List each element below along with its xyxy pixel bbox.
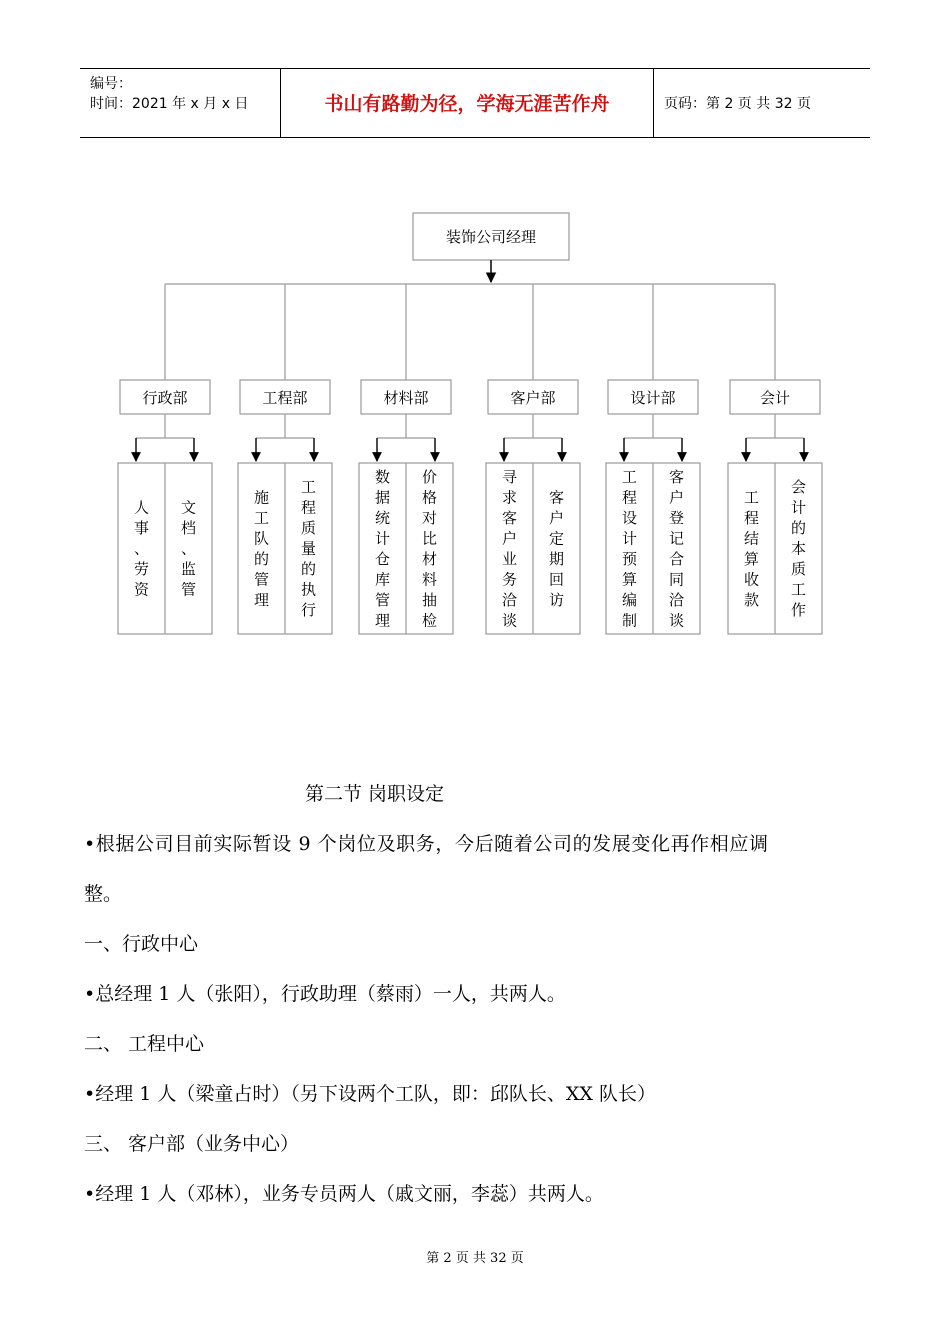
header-motto: 书山有路勤为径，学海无涯苦作舟 — [324, 93, 610, 115]
header-page-info: 页码：第 2 页 共 32 页 — [664, 96, 811, 112]
department-1 — [118, 284, 212, 634]
duty-label: 寻求客户业务洽谈 — [501, 467, 518, 630]
paragraph-engineering-center: •经理 1 人（梁童占时）（另下设两个工队，即：邱队长、XX 队长） — [84, 1083, 656, 1105]
duty-label: 施工队的管理 — [253, 488, 270, 609]
paragraph-admin-center: •总经理 1 人（张阳），行政助理（蔡雨）一人，共两人。 — [84, 983, 566, 1005]
duty-label: 工程质量的执行 — [300, 478, 317, 619]
duty-label: 人事、劳资 — [133, 498, 150, 599]
heading-customer-dept: 三、 客户部（业务中心） — [84, 1133, 300, 1155]
intro-line-2: 整。 — [84, 883, 123, 905]
department-3 — [359, 284, 453, 634]
department-2 — [238, 284, 332, 634]
department-6 — [728, 284, 822, 634]
date-label: 时间：2021 年 x 月 x 日 — [90, 96, 249, 112]
department-name: 行政部 — [142, 389, 188, 407]
department-5 — [606, 284, 700, 634]
duty-label: 工程结算收款 — [743, 488, 760, 609]
heading-admin-center: 一、行政中心 — [84, 933, 199, 955]
org-root-label: 装饰公司经理 — [445, 228, 537, 246]
page-footer: 第 2 页 共 32 页 — [426, 1251, 524, 1266]
department-name: 会计 — [759, 389, 791, 407]
duty-label: 数据统计仓库管理 — [374, 467, 391, 630]
department-name: 设计部 — [630, 389, 676, 407]
duty-label: 价格对比材料抽检 — [421, 467, 438, 630]
heading-engineering-center: 二、 工程中心 — [84, 1033, 205, 1055]
org-chart — [0, 0, 950, 660]
duty-label: 客户定期回访 — [548, 488, 565, 609]
department-name: 客户部 — [510, 389, 556, 407]
department-4 — [486, 284, 580, 634]
duty-label: 文档、监管 — [180, 498, 197, 599]
document-number-label: 编号： — [90, 76, 132, 92]
department-name: 工程部 — [262, 389, 308, 407]
duty-label: 客户登记合同洽谈 — [668, 467, 685, 630]
department-name: 材料部 — [383, 389, 429, 407]
duty-label: 工程设计预算编制 — [621, 467, 638, 630]
org-root — [413, 213, 569, 260]
duty-label: 会计的本质工作 — [790, 478, 807, 619]
section-title: 第二节 岗职设定 — [305, 783, 445, 805]
intro-line-1: •根据公司目前实际暂设 9 个岗位及职务，今后随着公司的发展变化再作相应调 — [84, 833, 769, 855]
paragraph-customer-dept: •经理 1 人（邓林），业务专员两人（戚文丽，李蕊）共两人。 — [84, 1183, 604, 1205]
